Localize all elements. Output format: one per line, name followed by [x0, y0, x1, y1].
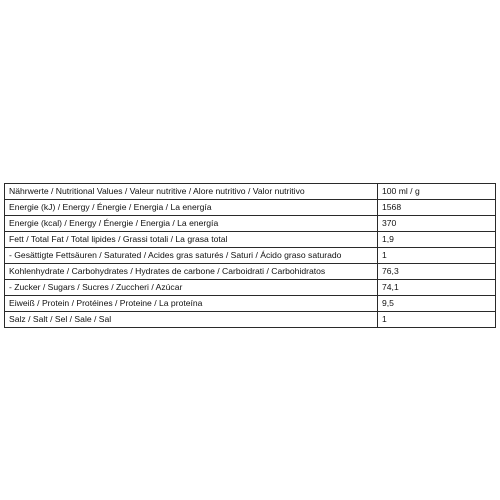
table-row-energy-kcal: [5, 216, 496, 232]
row-label: Salz / Salt / Sel / Sale / Sal: [5, 312, 378, 328]
table-row-energy-kj: [5, 200, 496, 216]
row-label: - Zucker / Sugars / Sucres / Zuccheri / Azúcar: [5, 280, 378, 296]
table-row-fat: [5, 232, 496, 248]
table-row-carbohydrates: [5, 264, 496, 280]
row-value: 1: [378, 248, 496, 264]
table-row-protein: [5, 296, 496, 312]
table-row-header: [5, 184, 496, 200]
row-value: 1: [378, 312, 496, 328]
nutrition-table: [4, 183, 496, 328]
row-value: 100 ml / g: [378, 184, 496, 200]
row-value: 9,5: [378, 296, 496, 312]
row-label: Nährwerte / Nutritional Values / Valeur nutritive / Alore nutritivo / Valor nutritivo: [5, 184, 378, 200]
row-label: Energie (kcal) / Energy / Énergie / Energia / La energía: [5, 216, 378, 232]
table-row-saturated: [5, 248, 496, 264]
row-value: 370: [378, 216, 496, 232]
table-row-salt: [5, 312, 496, 328]
row-value: 76,3: [378, 264, 496, 280]
row-label: - Gesättigte Fettsäuren / Saturated / Acides gras saturés / Saturi / Ácido graso saturado: [5, 248, 378, 264]
row-label: Fett / Total Fat / Total lipides / Grassi totali / La grasa total: [5, 232, 378, 248]
row-label: Energie (kJ) / Energy / Énergie / Energia / La energía: [5, 200, 378, 216]
row-label: Kohlenhydrate / Carbohydrates / Hydrates de carbone / Carboidrati / Carbohidratos: [5, 264, 378, 280]
row-value: 1,9: [378, 232, 496, 248]
row-label: Eiweiß / Protein / Protéines / Proteine / La proteína: [5, 296, 378, 312]
table-row-sugars: [5, 280, 496, 296]
row-value: 1568: [378, 200, 496, 216]
row-value: 74,1: [378, 280, 496, 296]
